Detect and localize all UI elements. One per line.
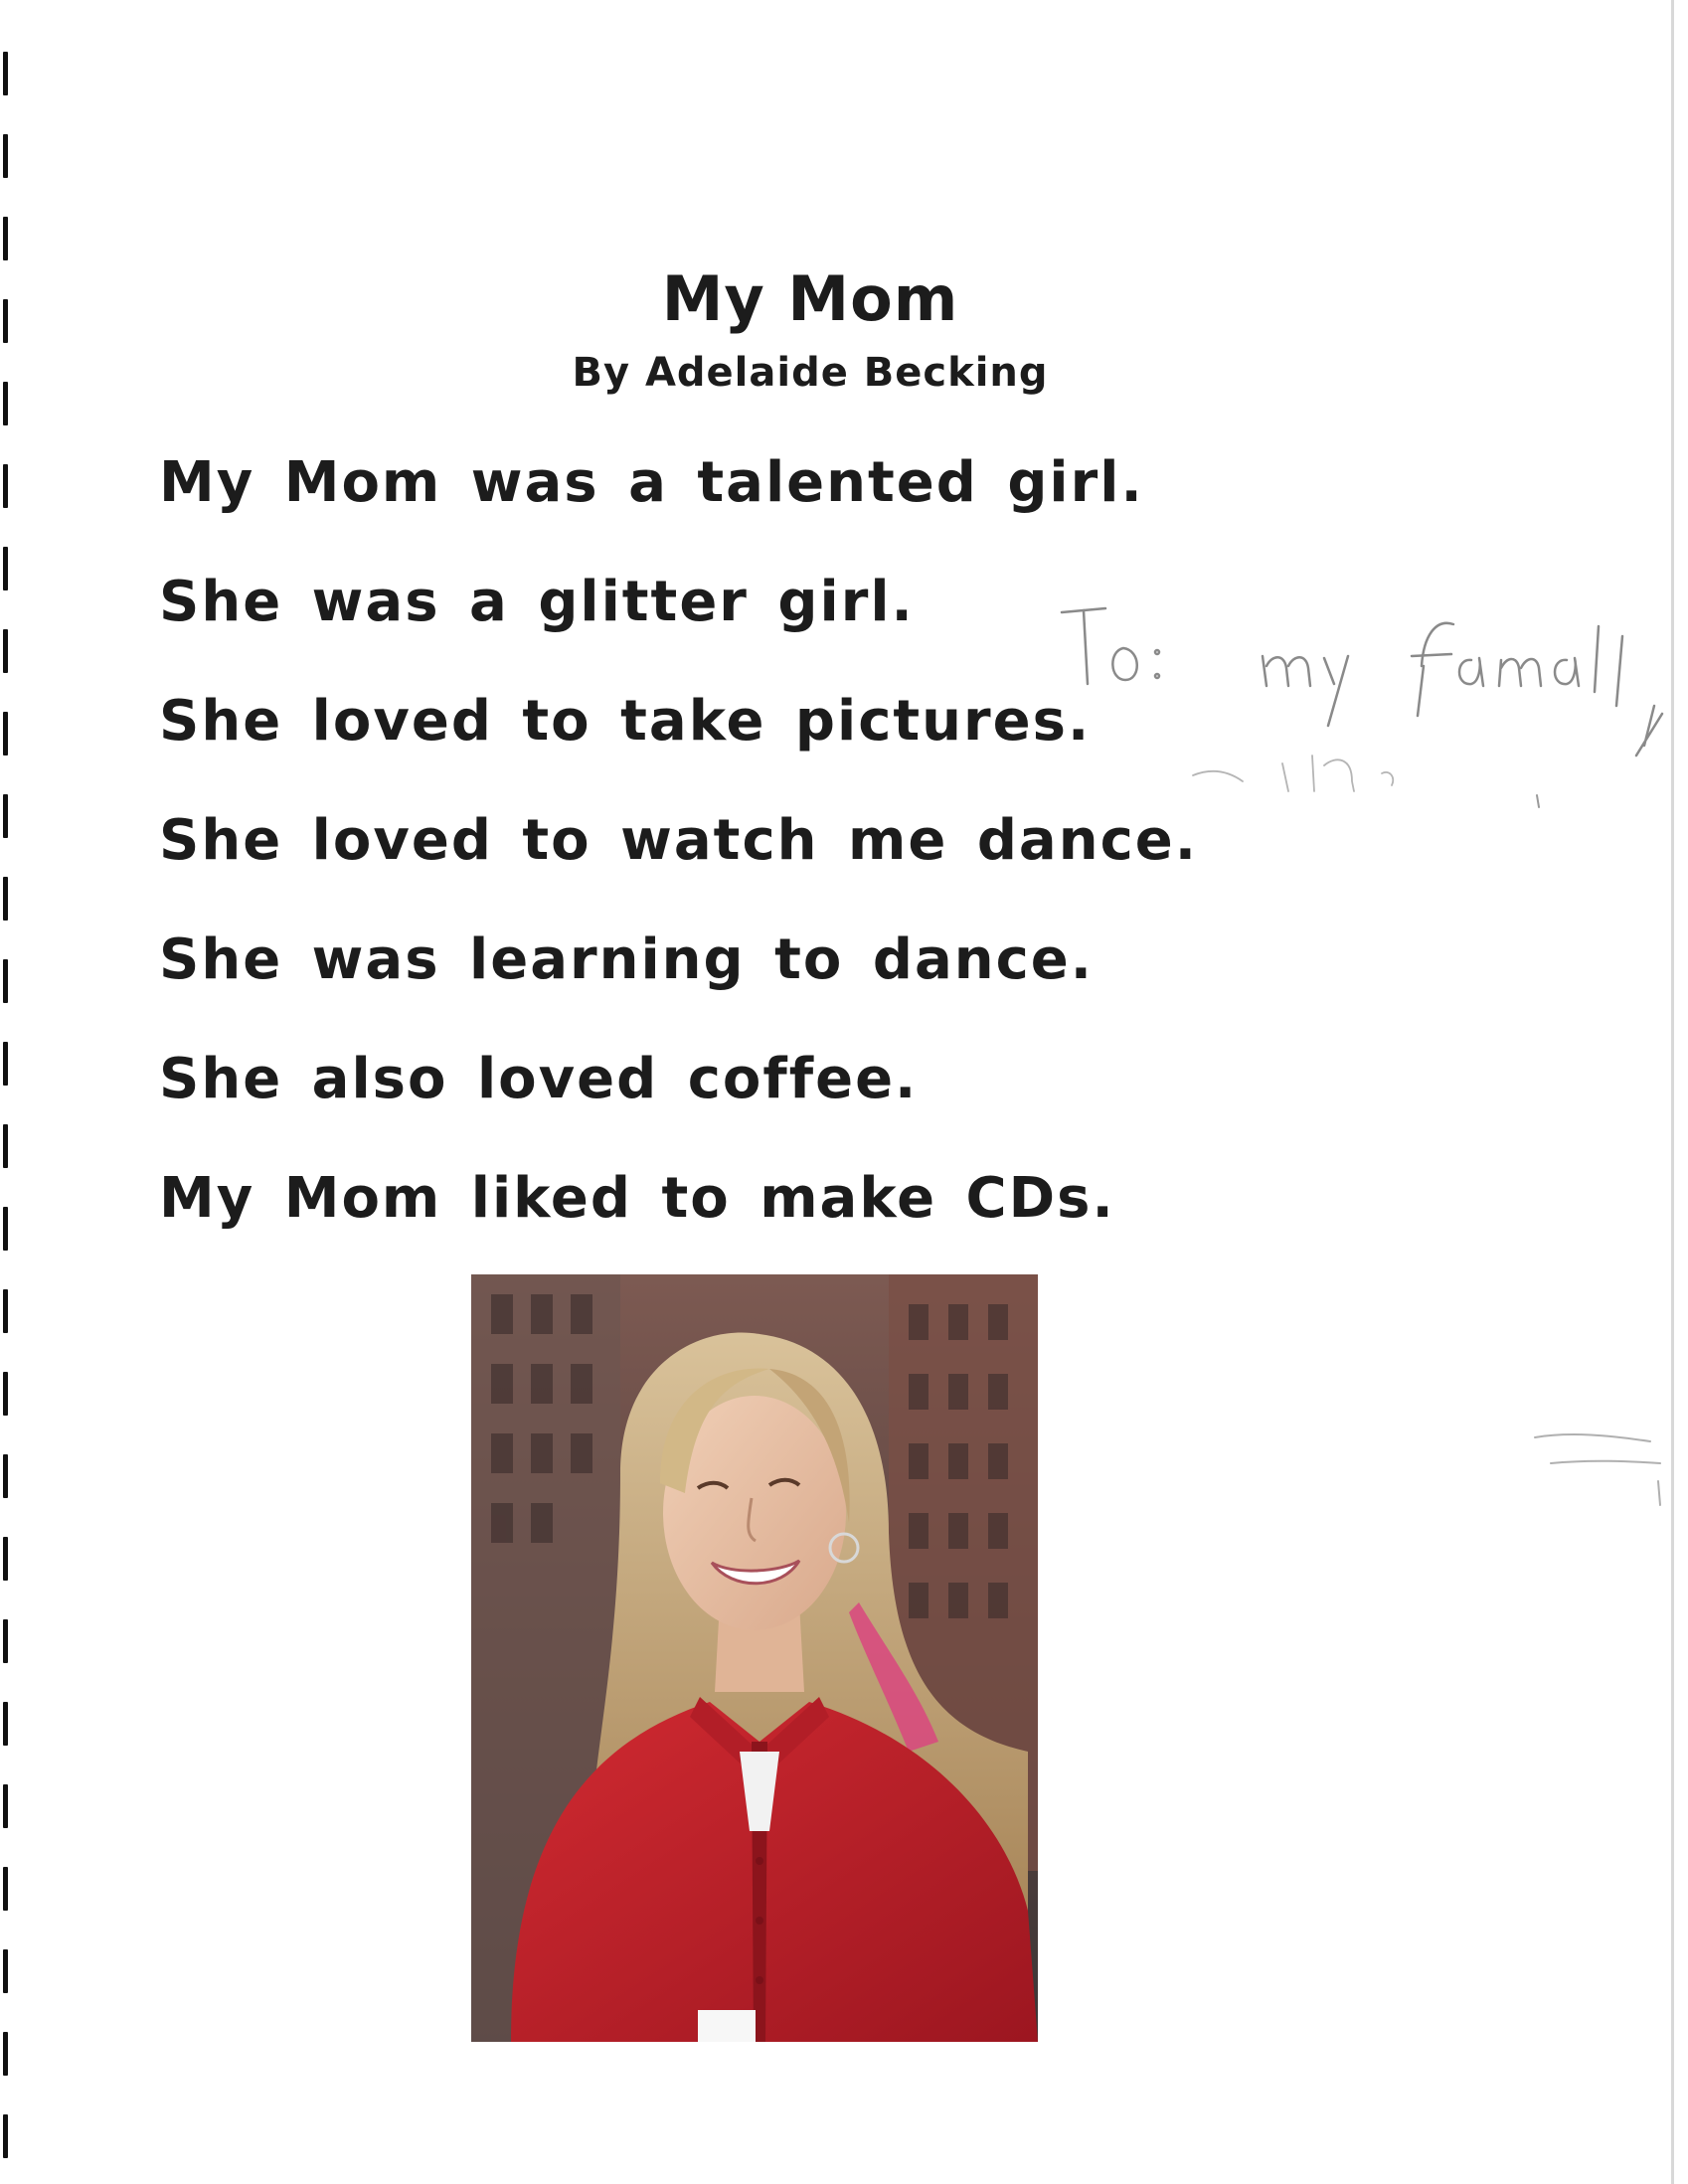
binding-hole [3,629,8,673]
binding-hole [3,1372,8,1416]
binding-hole [3,959,8,1003]
binding-hole [3,877,8,921]
poem-line: She also loved coffee. [159,1047,919,1111]
binding-hole [3,1784,8,1828]
binding-hole [3,217,8,260]
binding-hole [3,1042,8,1086]
poem-line: She loved to watch me dance. [159,808,1199,873]
binding-hole [3,712,8,756]
binding-hole [3,794,8,838]
binding-hole [3,2114,8,2158]
author-byline: By Adelaide Becking [572,350,1049,396]
binding-hole [3,1537,8,1581]
pencil-marks [1531,1422,1670,1511]
mom-photo [471,1274,1038,2042]
binding-hole [3,464,8,508]
binding-hole [3,134,8,178]
binding-hole [3,1867,8,1911]
poem-line: My Mom liked to make CDs. [159,1166,1115,1231]
binding-hole [3,1949,8,1993]
poem [159,443,1253,1278]
binding-hole [3,1289,8,1333]
binding-hole [3,1207,8,1251]
document-title: My Mom [661,261,959,335]
binding-hole [3,52,8,95]
poem-line: She was a glitter girl. [159,570,915,634]
page-edge [1671,0,1674,2184]
binding-hole [3,547,8,590]
binding-hole [3,1619,8,1663]
poem-line: She was learning to dance. [159,927,1095,992]
binding-hole [3,1702,8,1746]
poem-line: She loved to take pictures. [159,689,1092,754]
binding-hole [3,1454,8,1498]
poem-line: My Mom was a talented girl. [159,450,1144,515]
handwritten-note [1054,596,1670,835]
binding-hole [3,2032,8,2076]
binding-hole [3,1124,8,1168]
